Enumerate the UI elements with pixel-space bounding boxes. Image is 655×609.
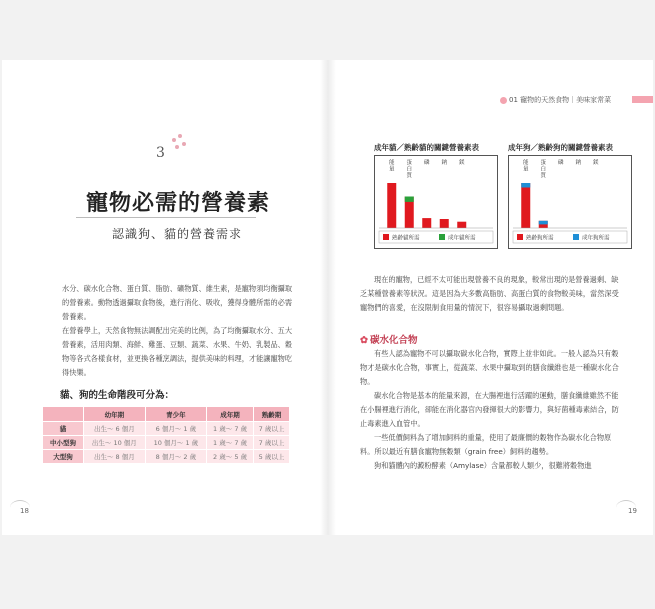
table-heading: 貓、狗的生命階段可分為： xyxy=(60,390,175,401)
table-cell: 8 個月～ 2 歲 xyxy=(145,450,206,464)
category-label: 鈉 xyxy=(441,160,448,166)
table-cell: 出生～ 10 個月 xyxy=(84,436,146,450)
life-stage-table xyxy=(42,406,290,464)
flower-icon: ✿ xyxy=(360,335,368,346)
bar xyxy=(387,183,396,228)
section-heading-text: 碳水化合物 xyxy=(369,335,418,346)
table-cell: 5 歲以上 xyxy=(254,450,290,464)
running-head xyxy=(500,95,611,105)
category-label: 蛋 xyxy=(406,160,413,166)
bar xyxy=(440,219,449,228)
paragraph: 有些人認為寵物不可以攝取碳水化合物，實際上並非如此。一般人認為只有穀物才是碳水化合物，事實上，從蔬菜、水果中攝取到的膳食纖維也是一種碳水化合物。 xyxy=(360,349,619,386)
paragraph: 狗和貓體內的澱粉酵素（Amylase）含量都較人類少，很難將穀物進 xyxy=(374,461,592,470)
table-cell: 出生～ 6 個月 xyxy=(84,422,146,436)
running-head-circle-icon xyxy=(500,97,507,104)
table-cell: 中小型狗 xyxy=(43,436,84,450)
table-cell: 6 個月～ 1 歲 xyxy=(145,422,206,436)
table-header-cell: 熟齡期 xyxy=(254,407,290,422)
bar xyxy=(539,221,548,225)
category-label: 量 xyxy=(388,166,395,173)
paragraph: 現在的寵物，已經不太可能出現營養不良的現象，較常出現的是營養過剩、缺乏某種營養素等狀況。這是因為大多數高脂肪、高蛋白質的食物較美味，當然深受寵物們的喜愛，在沒限制食用量的情況下，很容易攝取過剩問題。 xyxy=(360,275,619,312)
category-label: 磷 xyxy=(557,160,564,166)
bar xyxy=(457,222,466,228)
category-label: 白 xyxy=(406,166,413,173)
table-cell: 1 歲～ 7 歲 xyxy=(207,436,254,450)
running-head-text: 01 寵物的天然食物｜美味家常菜 xyxy=(509,96,612,104)
bar xyxy=(422,218,431,228)
left-page xyxy=(2,60,327,535)
legend-swatch xyxy=(573,234,579,240)
category-label: 鎂 xyxy=(592,160,599,166)
category-label: 能 xyxy=(388,160,395,166)
intro-paragraph xyxy=(62,282,294,324)
cat-nutrient-chart xyxy=(374,155,498,249)
table-cell: 貓 xyxy=(43,422,84,436)
overnutrition-paragraph xyxy=(360,273,622,315)
dog-chart-svg xyxy=(509,156,631,248)
page-number: 18 xyxy=(20,507,29,515)
bar xyxy=(521,183,530,188)
decorative-dots xyxy=(170,134,190,154)
title-divider xyxy=(76,217,256,218)
table-cell: 大型狗 xyxy=(43,450,84,464)
page-subtitle: 認識狗、貓的營養需求 xyxy=(112,227,243,241)
category-label: 質 xyxy=(406,173,413,179)
table-cell: 1 歲～ 7 歲 xyxy=(207,422,254,436)
table-header-cell: 幼年期 xyxy=(84,407,146,422)
carbohydrate-section xyxy=(360,347,622,473)
category-label: 量 xyxy=(522,166,529,173)
table-cell: 7 歲以上 xyxy=(254,436,290,450)
table-header-cell: 青少年 xyxy=(145,407,206,422)
table-header-cell: 成年期 xyxy=(207,407,254,422)
table-row xyxy=(43,436,290,450)
table-header-cell xyxy=(43,407,84,422)
table-row xyxy=(43,422,290,436)
table-header-row xyxy=(43,407,290,422)
book-spread xyxy=(2,60,653,535)
legend-swatch xyxy=(517,234,523,240)
nutrition-paragraph xyxy=(62,324,294,380)
table-cell: 7 歲以上 xyxy=(254,422,290,436)
running-head-bar xyxy=(632,96,653,103)
dog-nutrient-chart xyxy=(508,155,632,249)
legend-swatch xyxy=(383,234,389,240)
cat-chart-svg xyxy=(375,156,497,248)
paragraph: 碳水化合物是基本的能量來源，在大腸裡進行活躍的運動，膳食纖維雖然不能在小腸裡進行消化，卻能在消化器官內發揮很大的影響力，與好菌種毒素結合，防止毒素進入血管中。 xyxy=(360,391,619,428)
category-label: 鎂 xyxy=(458,160,465,166)
right-page xyxy=(328,60,653,535)
table-row xyxy=(43,450,290,464)
page-number: 19 xyxy=(628,507,637,515)
paragraph: 在營養學上，天然食物無法調配出完美的比例，為了均衡攝取水分、五大營養素，活用肉類、海鮮、雞蛋、豆類、蔬菜、水果、牛奶、乳製品、穀物等各式各樣食材，並更換各種烹調法，提供美味的料理，才能讓寵物吃得快樂。 xyxy=(62,326,293,377)
category-label: 磷 xyxy=(423,160,430,166)
category-label: 能 xyxy=(522,160,529,166)
category-label: 白 xyxy=(540,166,547,173)
dog-chart-title: 成年狗／熟齡狗的關鍵營養素表 xyxy=(508,143,613,152)
cat-chart-title: 成年貓／熟齡貓的關鍵營養素表 xyxy=(374,143,479,152)
table-cell: 出生～ 8 個月 xyxy=(84,450,146,464)
legend-label: 熟齡狗所需 xyxy=(526,235,554,242)
paragraph: 一些低價飼料為了增加飼料的重量，使用了最廉價的穀物作為碳水化合物原料。所以最近有膳食寵物無穀類（grain free）飼料的趨勢。 xyxy=(360,433,612,456)
chapter-number: 3 xyxy=(156,145,165,161)
bar xyxy=(521,183,530,228)
bar xyxy=(405,197,414,202)
legend-swatch xyxy=(439,234,445,240)
paragraph: 水分、碳水化合物、蛋白質、脂肪、礦物質、維生素，是寵物須均衡攝取的營養素。動物透過攝取食物後，進行消化、吸收，獲得身體所需的必需營養素。 xyxy=(62,284,293,321)
table-cell: 2 歲～ 5 歲 xyxy=(207,450,254,464)
legend-label: 成年狗所需 xyxy=(582,235,610,242)
category-label: 質 xyxy=(540,173,547,179)
table-cell: 10 個月～ 1 歲 xyxy=(145,436,206,450)
page-title: 寵物必需的營養素 xyxy=(86,190,271,216)
category-label: 蛋 xyxy=(540,160,547,166)
category-label: 鈉 xyxy=(575,160,582,166)
legend-label: 成年貓所需 xyxy=(448,235,476,242)
section-heading xyxy=(360,332,417,346)
legend-label: 熟齡貓所需 xyxy=(392,235,420,242)
